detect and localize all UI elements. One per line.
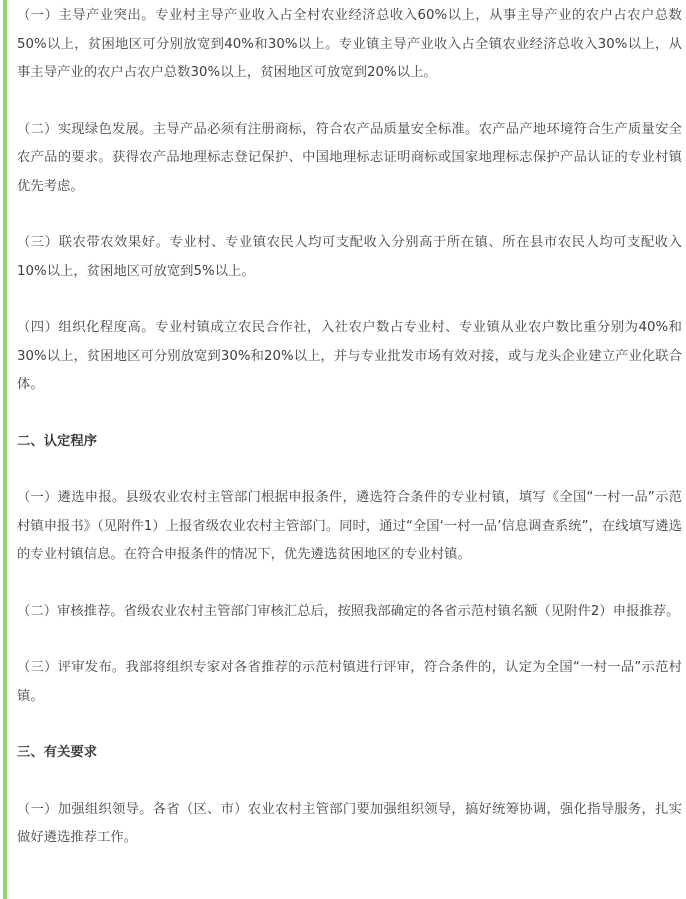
paragraph-criteria-2: （二）实现绿色发展。主导产品必须有注册商标，符合农产品质量安全标准。农产品产地环境符合生产质量安全农产品的要求。获得农产品地理标志登记保护、中国地理标志证明商标或国家地理标志保护产品认证的专业村镇优先考虑。 bbox=[17, 121, 682, 194]
article-body bbox=[17, 0, 682, 853]
paragraph-requirements-1: （一）加强组织领导。各省（区、市）农业农村主管部门要加强组织领导，搞好统筹协调，强化指导服务，扎实做好遴选推荐工作。 bbox=[17, 801, 682, 845]
paragraph-criteria-1: （一）主导产业突出。专业村主导产业收入占全村农业经济总收入60%以上，从事主导产业的农户占农户总数50%以上，贫困地区可分别放宽到40%和30%以上。专业镇主导产业收入占全镇农业经济总收入30%以上，从事主导产业的农户占农户总数30%以上，贫困地区可放宽到20%以上。 bbox=[17, 8, 682, 80]
paragraph-procedure-2: （二）审核推荐。省级农业农村主管部门审核汇总后，按照我部确定的各省示范村镇名额（见附件2）申报推荐。 bbox=[17, 603, 680, 619]
paragraph-criteria-3: （三）联农带农效果好。专业村、专业镇农民人均可支配收入分别高于所在镇、所在县市农民人均可支配收入10%以上，贫困地区可放宽到5%以上。 bbox=[17, 235, 682, 279]
quote-accent-bar bbox=[3, 0, 7, 899]
paragraph-procedure-1: （一）遴选申报。县级农业农村主管部门根据申报条件，遴选符合条件的专业村镇，填写《全国“一村一品”示范村镇申报书》（见附件1）上报省级农业农村主管部门。同时，通过“全国‘一村一品’信息调查系统”，在线填写遴选的专业村镇信息。在符合申报条件的情况下，优先遴选贫困地区的专业村镇。 bbox=[17, 490, 682, 562]
paragraph-procedure-3: （三）评审发布。我部将组织专家对各省推荐的示范村镇进行评审，符合条件的，认定为全国“一村一品”示范村镇。 bbox=[17, 660, 682, 704]
paragraph-criteria-4: （四）组织化程度高。专业村镇成立农民合作社，入社农户数占专业村、专业镇从业农户数比重分别为40%和30%以上，贫困地区可分别放宽到30%和20%以上，并与专业批发市场有效对接，或与龙头企业建立产业化联合体。 bbox=[17, 320, 682, 392]
section-heading-procedure: 二、认定程序 bbox=[17, 433, 98, 449]
section-heading-requirements: 三、有关要求 bbox=[17, 745, 98, 760]
